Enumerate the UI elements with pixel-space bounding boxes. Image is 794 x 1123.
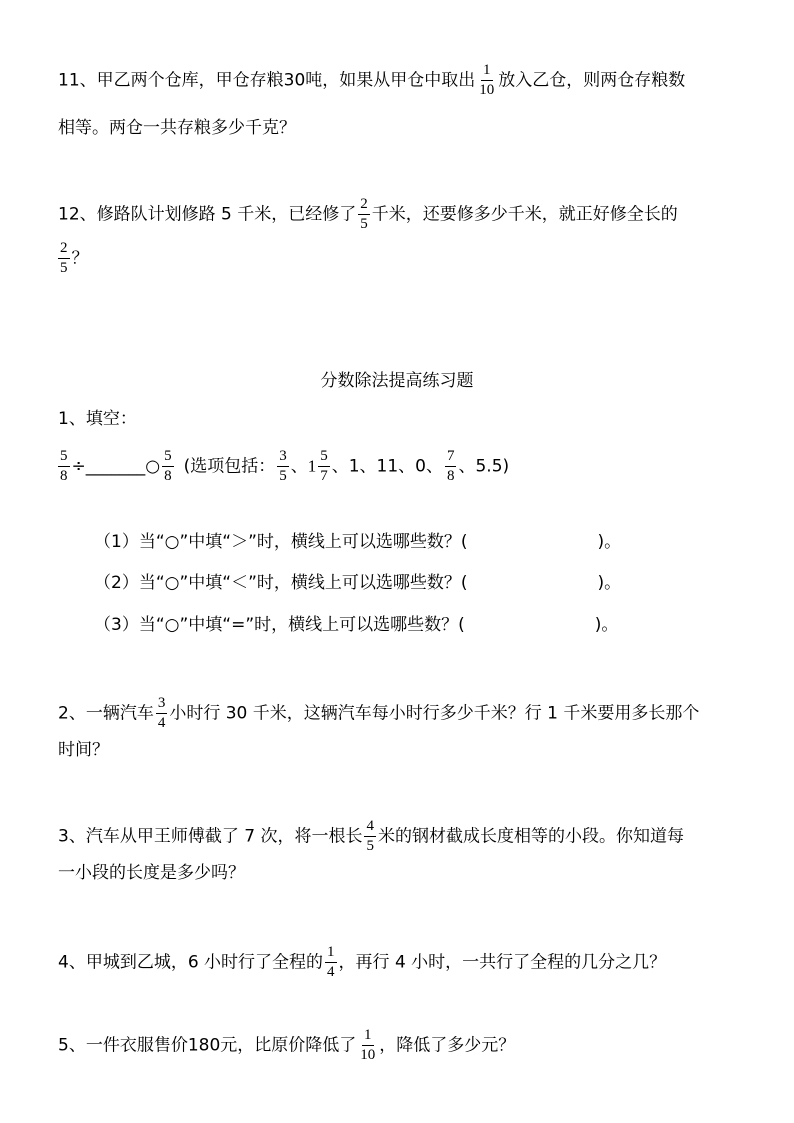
problem-2-text-a: 2、一辆汽车 — [58, 703, 154, 724]
denominator: 10 — [360, 1047, 376, 1063]
problem-4-line1 — [58, 944, 666, 981]
denominator: 4 — [157, 715, 166, 731]
question-11-text-c: 相等。两仓一共存粮多少千克？ — [58, 118, 296, 138]
subquestion-1-close: )。 — [597, 532, 622, 552]
denominator: 8 — [164, 468, 172, 484]
problem-2-line2 — [58, 739, 109, 761]
fraction-1-10 — [477, 62, 496, 99]
subquestion-2 — [94, 572, 621, 594]
fraction-3-4 — [156, 695, 168, 732]
numerator: 3 — [156, 695, 168, 714]
subquestion-2-text: （2）当“○”中填“＜”时，横线上可以选哪些数？( — [94, 573, 468, 593]
numerator: 3 — [277, 448, 289, 467]
fraction-1-4 — [325, 944, 337, 981]
denominator: 5 — [366, 838, 374, 854]
fraction-2-5 — [358, 196, 370, 233]
numerator: 5 — [318, 448, 330, 467]
problem-1-expression — [58, 448, 509, 485]
section-title: 分数除法提高练习题 — [320, 371, 474, 391]
subquestion-2-close: )。 — [597, 573, 622, 593]
problem-3-text-b: 米的钢材截成长度相等的小段。你知道每 — [377, 826, 684, 847]
denominator: 10 — [479, 82, 495, 98]
problem-4-text-b: ，再行 4 小时，一共行了全程的几分之几？ — [338, 952, 667, 973]
numerator: 5 — [162, 448, 174, 467]
fraction-5-7 — [318, 448, 330, 485]
separator: 、 — [290, 456, 308, 477]
expression-middle: ÷_______○ — [71, 456, 161, 477]
question-12-line1 — [58, 196, 678, 233]
fraction-3-5 — [277, 448, 289, 485]
denominator: 7 — [320, 468, 328, 484]
denominator: 8 — [60, 468, 68, 484]
numerator: 1 — [325, 944, 337, 963]
problem-5-text-b: ，降低了多少元？ — [379, 1035, 516, 1056]
fraction-5-8 — [162, 448, 174, 485]
problem-2-text-b: 小时行 30 千米，这辆汽车每小时行多少千米？行 1 千米要用多长那个 — [169, 703, 700, 724]
denominator: 5 — [60, 260, 68, 276]
subquestion-3-close: )。 — [594, 615, 619, 635]
fraction-7-8 — [445, 448, 457, 485]
fraction-4-5 — [364, 818, 376, 855]
question-12-text-c: ？ — [71, 248, 89, 269]
problem-5-text-a: 5、一件衣服售价180元，比原价降低了 — [58, 1035, 357, 1056]
problem-2-text-c: 时间？ — [58, 740, 109, 760]
problem-4-text-a: 4、甲城到乙城，6 小时行了全程的 — [58, 952, 324, 973]
problem-2-line1 — [58, 695, 699, 732]
numerator: 1 — [362, 1027, 374, 1046]
problem-3-line1 — [58, 818, 684, 855]
question-12-line2 — [58, 240, 89, 277]
question-11-line2 — [58, 117, 296, 139]
numerator: 1 — [481, 62, 493, 81]
numerator: 2 — [58, 240, 70, 259]
subquestion-3-text: （3）当“○”中填“=”时，横线上可以选哪些数？( — [94, 615, 465, 635]
denominator: 5 — [360, 216, 368, 232]
problem-3-text-c: 一小段的长度是多少吗？ — [58, 863, 245, 883]
denominator: 8 — [446, 468, 455, 484]
question-11-text-a: 11、甲乙两个仓库，甲仓存粮30吨，如果从甲仓中取出 — [58, 70, 476, 91]
numerator: 7 — [445, 448, 457, 467]
options-rest: 、1、11、0、 — [331, 456, 443, 477]
options-tail: 、5.5) — [458, 456, 510, 477]
denominator: 5 — [279, 468, 287, 484]
subquestion-1-text: （1）当“○”中填“＞”时，横线上可以选哪些数？( — [94, 532, 468, 552]
question-11-text-b: 放入乙仓，则两仓存粮数 — [498, 70, 686, 91]
problem-1-heading: 1、填空： — [58, 409, 137, 429]
numerator: 2 — [358, 196, 370, 215]
subquestion-1 — [94, 531, 621, 553]
problem-3-line2 — [58, 862, 245, 884]
numerator: 5 — [58, 448, 70, 467]
mixed-number-integer: 1 — [307, 456, 317, 476]
options-label: (选项包括： — [183, 456, 276, 477]
question-12-text-b: 千米，还要修多少千米，就正好修全长的 — [371, 204, 678, 225]
numerator: 4 — [364, 818, 376, 837]
problem-5-line1 — [58, 1027, 515, 1064]
subquestion-3 — [94, 614, 618, 636]
question-11-line1 — [58, 62, 685, 99]
fraction-1-10 — [358, 1027, 377, 1064]
problem-3-text-a: 3、汽车从甲王师傅截了 7 次，将一根长 — [58, 826, 363, 847]
denominator: 4 — [327, 964, 335, 980]
question-12-text-a: 12、修路队计划修路 5 千米，已经修了 — [58, 204, 357, 225]
fraction-5-8 — [58, 448, 70, 485]
fraction-2-5 — [58, 240, 70, 277]
